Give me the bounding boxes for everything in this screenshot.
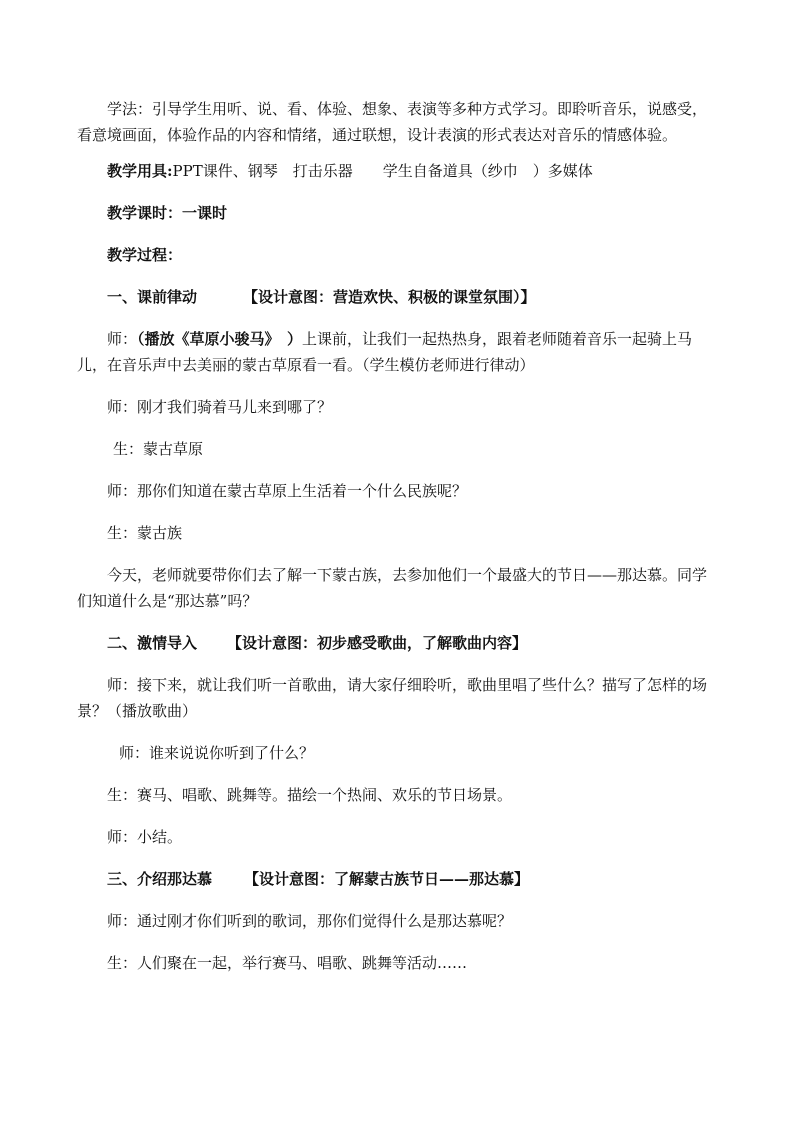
section-3-heading bbox=[77, 866, 719, 892]
teaching-process-heading: 教学过程： bbox=[107, 246, 183, 264]
section-1-teacher-2: 师：刚才我们骑着马儿来到哪了？ bbox=[107, 398, 333, 416]
teaching-tools-label: 教学用具: bbox=[107, 162, 173, 180]
section-3-title: 三、介绍那达慕 bbox=[107, 870, 213, 888]
section-1-intent: 【设计意图：营造欢快、积极的课堂氛围）】 bbox=[243, 288, 536, 306]
section-2-teacher-2: 师：谁来说说你听到了什么？ bbox=[119, 744, 315, 762]
learning-method-paragraph: 学法：引导学生用听、说、看、体验、想象、表演等多种方式学习。即聆听音乐，说感受，看意境画面，体验作品的内容和情绪，通过联想，设计表演的形式表达对音乐的情感体验。 bbox=[77, 100, 708, 144]
section-1-paragraph: 今天，老师就要带你们去了解一下蒙古族，去参加他们一个最盛大的节日——那达慕。同学们知道什么是“那达慕”吗？ bbox=[77, 566, 708, 610]
section-3-teacher-1: 师：通过刚才你们听到的歌词，那你们觉得什么是那达慕呢？ bbox=[107, 912, 513, 930]
teaching-tools-line bbox=[77, 158, 719, 184]
section-3-student-1: 生：人们聚在一起，举行赛马、唱歌、跳舞等活动…… bbox=[107, 954, 468, 972]
section-2-teacher-3: 师：小结。 bbox=[107, 828, 183, 846]
section-1-teacher-3: 师：那你们知道在蒙古草原上生活着一个什么民族呢？ bbox=[107, 482, 468, 500]
section-1-teacher-1 bbox=[77, 326, 719, 378]
section-1-heading bbox=[77, 284, 719, 310]
section-2-teacher-1: 师：接下来，就让我们听一首歌曲，请大家仔细聆听，歌曲里唱了些什么？描写了怎样的场景？（播放歌曲） bbox=[77, 676, 708, 720]
music-cue: （播放《草原小骏马》 ） bbox=[137, 330, 303, 348]
section-1-student-2: 生：蒙古族 bbox=[107, 524, 183, 542]
teacher-speech: 上课前，让我们一起热热身，跟着老师随着音乐一起骑上马儿，在音乐声中去美丽的蒙古草原看一看。（学生模仿老师进行律动） bbox=[77, 330, 693, 374]
speaker-label: 师： bbox=[107, 330, 138, 348]
section-2-heading bbox=[77, 630, 719, 656]
teaching-tools-text: PPT课件、钢琴 打击乐器 学生自备道具（纱巾 ）多媒体 bbox=[172, 162, 593, 180]
section-2-intent: 【设计意图：初步感受歌曲，了解歌曲内容】 bbox=[227, 634, 528, 652]
section-1-student-1: 生：蒙古草原 bbox=[113, 440, 204, 458]
lesson-hours-line: 教学课时：一课时 bbox=[107, 204, 228, 222]
section-1-title: 一、课前律动 bbox=[107, 288, 198, 306]
document-page bbox=[77, 96, 719, 976]
section-2-title: 二、激情导入 bbox=[107, 634, 198, 652]
section-3-intent: 【设计意图：了解蒙古族节日——那达慕】 bbox=[244, 870, 530, 888]
section-2-student-1: 生：赛马、唱歌、跳舞等。描绘一个热闹、欢乐的节日场景。 bbox=[107, 786, 513, 804]
